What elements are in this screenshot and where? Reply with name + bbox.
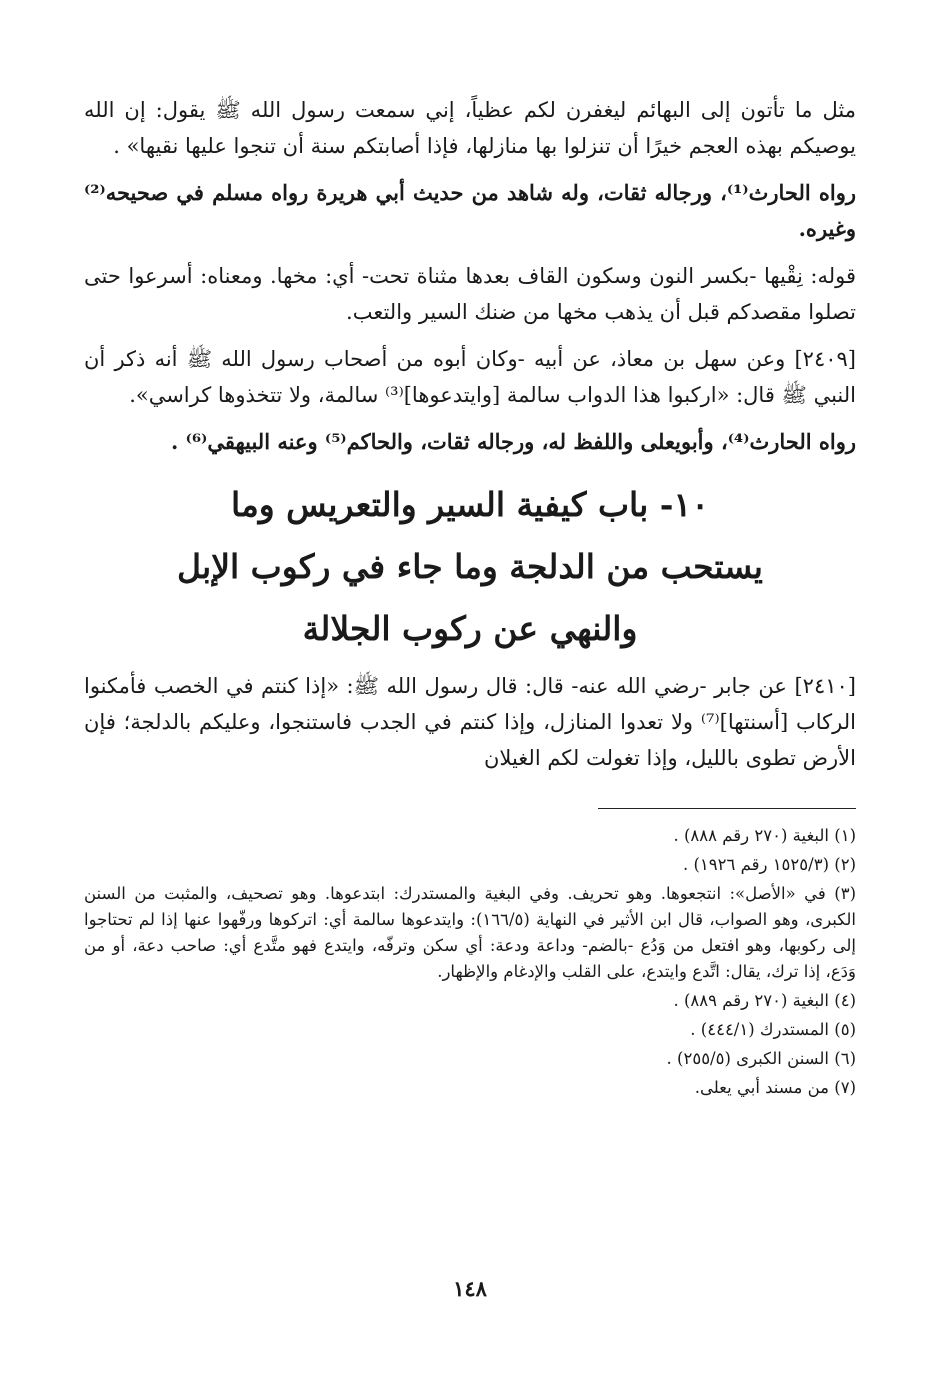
book-page <box>84 92 856 1104</box>
footnote-4: (٤) البغية (٢٧٠ رقم ٨٨٩) . <box>673 991 856 1010</box>
chapter-heading-line-2: يستحب من الدلجة وما جاء في ركوب الإبل <box>177 547 763 586</box>
footnote-6: (٦) السنن الكبرى (٢٥٥/٥) . <box>666 1049 856 1068</box>
footnote-5: (٥) المستدرك (٤٤٤/١) . <box>690 1020 856 1039</box>
footnote-divider <box>598 808 856 809</box>
paragraph-hadith-continuation: مثل ما تأتون إلى البهائم ليغفرن لكم عظياً، إني سمعت رسول الله ﷺ يقول: إن الله يوصيكم بهذه العجم خيرًا أن تنزلوا بها منازلها، فإذا أصابتكم سنة أن تنجوا عليها نقيها» . <box>84 98 856 158</box>
paragraph-hadith-2410: [٢٤١٠] عن جابر -رضي الله عنه- قال: قال رسول الله ﷺ: «إذا كنتم في الخصب فأمكنوا الركاب [أسنتها]⁽⁷⁾ ولا تعدوا المنازل، وإذا كنتم في الجدب فاستنجوا، وعليكم بالدلجة؛ فإن الأرض تطوى بالليل، وإذا تغولت لكم الغيلان <box>84 674 856 770</box>
paragraph-takhrij-2: رواه الحارث⁽⁴⁾، وأبويعلى واللفظ له، ورجاله ثقات، والحاكم⁽⁵⁾ وعنه البيهقي⁽⁶⁾ . <box>170 429 856 454</box>
footnote-3: (٣) في «الأصل»: انتجعوها. وهو تحريف. وفي البغية والمستدرك: ابتدعوها. وهو تصحيف، والمثبت من السنن الكبرى، وهو الصواب، قال ابن الأثير في النهاية (١٦٦/٥): وايتدعوها سالمة أي: اتركوها ورفّهوا عنها إذا لم تحتاجوا إلى ركوبها، وهو افتعل من وَدُع -بالضم- وداعة ودعة: أي سكن وترفّه، وايتدع فهو متَّدع أي: صاحب دعة، أو من وَدَع، إذا ترك، يقال: اتَّدع وايتدع، على القلب والإدغام والإظهار. <box>84 884 856 981</box>
main-text <box>84 92 856 776</box>
chapter-heading-line-1: ١٠- باب كيفية السير والتعريس وما <box>231 485 709 524</box>
paragraph-explanation: قوله: نِقْيها -بكسر النون وسكون القاف بعدها مثناة تحت- أي: مخها. ومعناه: أسرعوا حتى تصلوا مقصدكم قبل أن يذهب مخها من ضنك السير والتعب. <box>84 264 856 324</box>
paragraph-takhrij-1: رواه الحارث⁽¹⁾، ورجاله ثقات، وله شاهد من حديث أبي هريرة رواه مسلم في صحيحه⁽²⁾ وغيره. <box>84 180 856 241</box>
footnote-7: (٧) من مسند أبي يعلى. <box>694 1078 856 1097</box>
page-number: ١٤٨ <box>453 1276 487 1301</box>
footnote-1: (١) البغية (٢٧٠ رقم ٨٨٨) . <box>673 826 856 845</box>
footnotes <box>84 823 856 1101</box>
footnote-2: (٢) (١٥٢٥/٣ رقم ١٩٢٦) . <box>682 855 856 874</box>
paragraph-hadith-2409: [٢٤٠٩] وعن سهل بن معاذ، عن أبيه -وكان أبوه من أصحاب رسول الله ﷺ أنه ذكر أن النبي ﷺ قال: «اركبوا هذا الدواب سالمة [وايتدعوها]⁽³⁾ سالمة، ولا تتخذوها كراسي». <box>84 347 856 407</box>
chapter-heading-line-3: والنهي عن ركوب الجلالة <box>302 609 638 648</box>
chapter-heading <box>84 474 856 660</box>
